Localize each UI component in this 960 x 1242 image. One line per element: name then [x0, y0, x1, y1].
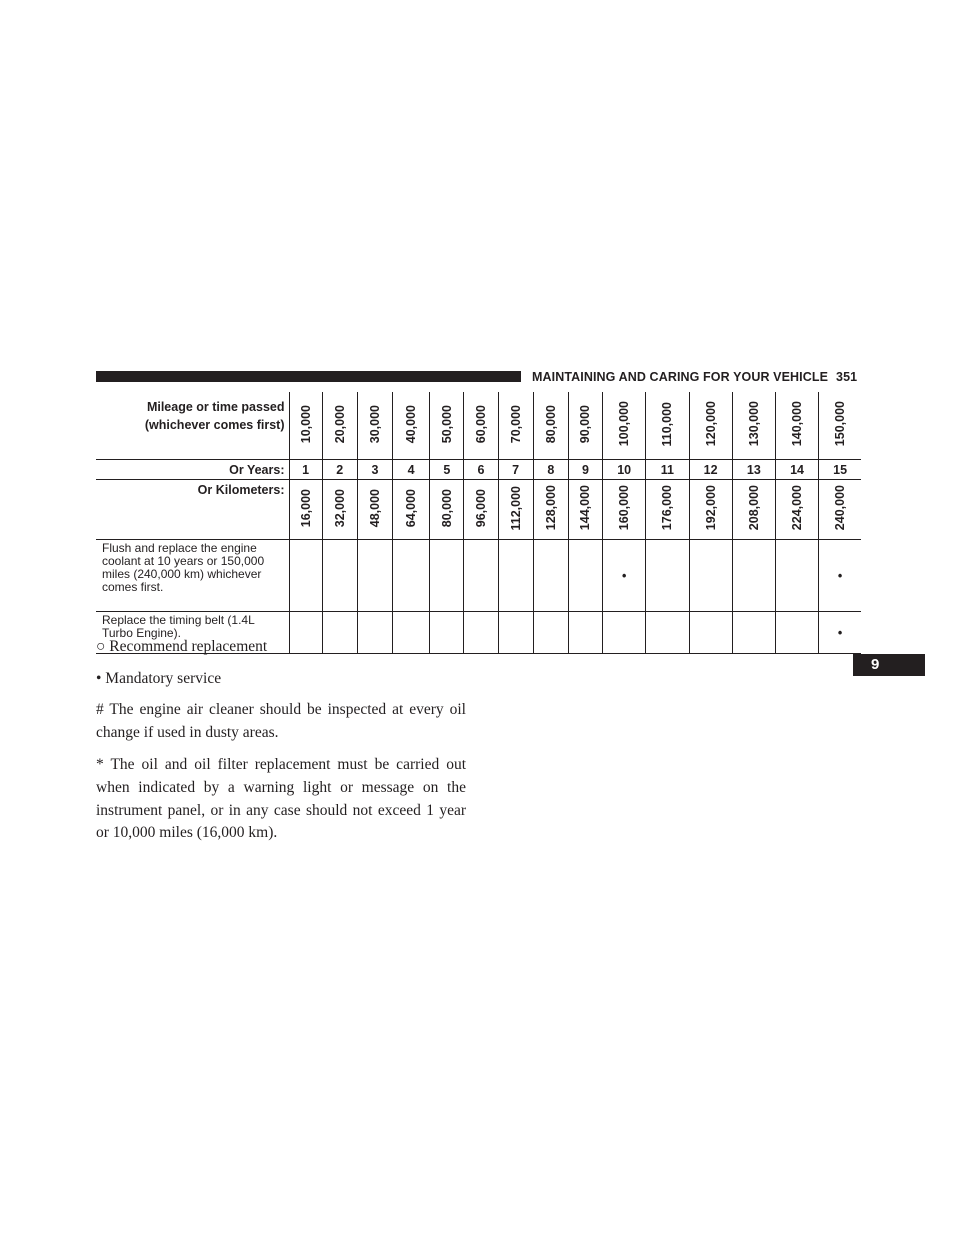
years-value: 9	[568, 460, 602, 480]
page-number: 351	[836, 370, 858, 384]
service-mark	[603, 612, 646, 654]
task-row-coolant	[96, 540, 861, 612]
years-value: 8	[533, 460, 568, 480]
mileage-value: 100,000	[617, 401, 632, 447]
kilometers-cell	[393, 480, 430, 540]
service-mark	[689, 540, 732, 612]
kilometers-value: 208,000	[746, 485, 761, 531]
mileage-cell	[646, 392, 689, 460]
mileage-value: 50,000	[439, 404, 454, 444]
mileage-cell	[498, 392, 533, 460]
note-air-cleaner: # The engine air cleaner should be inspected at every oil change if used in dusty areas.	[96, 701, 466, 741]
kilometers-value: 32,000	[332, 488, 347, 528]
mileage-value: 80,000	[543, 404, 558, 444]
kilometers-value: 144,000	[578, 485, 593, 531]
years-value: 1	[289, 460, 322, 480]
service-mark	[775, 612, 818, 654]
mileage-value: 40,000	[404, 404, 419, 444]
mileage-value: 30,000	[367, 404, 382, 444]
mileage-cell	[357, 392, 392, 460]
years-value: 11	[646, 460, 689, 480]
mileage-value: 60,000	[473, 404, 488, 444]
kilometers-cell	[464, 480, 498, 540]
kilometers-cell	[289, 480, 322, 540]
kilometers-cell	[498, 480, 533, 540]
kilometers-value: 80,000	[439, 488, 454, 528]
kilometers-cell	[732, 480, 775, 540]
years-value: 4	[393, 460, 430, 480]
years-value: 5	[430, 460, 464, 480]
mileage-value: 140,000	[790, 401, 805, 447]
kilometers-cell	[533, 480, 568, 540]
kilometers-cell	[646, 480, 689, 540]
kilometers-value: 176,000	[660, 485, 675, 531]
schedule-notes	[96, 636, 466, 855]
service-mark	[322, 540, 357, 612]
service-mark	[533, 540, 568, 612]
kilometers-label: Or Kilometers:	[96, 480, 289, 540]
mileage-sublabel: (whichever comes first)	[144, 418, 285, 432]
service-mark	[646, 540, 689, 612]
kilometers-cell	[603, 480, 646, 540]
mileage-value: 70,000	[508, 404, 523, 444]
page-header	[532, 369, 857, 385]
kilometers-row	[96, 480, 861, 540]
service-mark	[732, 540, 775, 612]
mileage-cell	[689, 392, 732, 460]
mileage-value: 130,000	[746, 401, 761, 447]
mileage-header-cell	[96, 392, 289, 460]
years-value: 3	[357, 460, 392, 480]
kilometers-cell	[430, 480, 464, 540]
mileage-value: 120,000	[703, 401, 718, 447]
service-mark	[732, 612, 775, 654]
mileage-row	[96, 392, 861, 460]
years-value: 2	[322, 460, 357, 480]
years-value: 14	[775, 460, 818, 480]
mileage-cell	[322, 392, 357, 460]
service-mark	[498, 540, 533, 612]
mileage-value: 20,000	[332, 404, 347, 444]
kilometers-cell	[819, 480, 861, 540]
mileage-cell	[819, 392, 861, 460]
mileage-cell	[464, 392, 498, 460]
kilometers-value: 112,000	[508, 485, 523, 531]
kilometers-value: 96,000	[473, 488, 488, 528]
service-mark	[289, 540, 322, 612]
mileage-cell	[775, 392, 818, 460]
years-value: 15	[819, 460, 861, 480]
service-mark	[775, 540, 818, 612]
service-mark	[498, 612, 533, 654]
service-mark	[430, 540, 464, 612]
service-mark	[568, 612, 602, 654]
service-mark: •	[603, 540, 646, 612]
mileage-cell	[568, 392, 602, 460]
mileage-cell	[603, 392, 646, 460]
mileage-cell	[533, 392, 568, 460]
years-value: 7	[498, 460, 533, 480]
legend-recommend: ○ Recommend replacement	[96, 638, 268, 655]
service-mark: •	[819, 540, 861, 612]
mileage-label: Mileage or time passed	[146, 400, 285, 414]
service-mark	[464, 540, 498, 612]
task-label-coolant: Flush and replace the engine coolant at 10 years or 150,000 miles (240,000 km) whichever comes first.	[96, 540, 289, 612]
note-oil-filter: * The oil and oil filter replacement must be carried out when indicated by a warning light or message on the instrument panel, or in any case should not exceed 1 year or 10,000 miles (16,000 km).	[96, 756, 466, 842]
kilometers-value: 48,000	[367, 488, 382, 528]
kilometers-value: 240,000	[833, 485, 848, 531]
chapter-number: 9	[871, 656, 880, 673]
mileage-value: 150,000	[833, 401, 848, 447]
kilometers-cell	[689, 480, 732, 540]
task-label-timing-belt: Replace the timing belt (1.4L Turbo Engine).	[96, 612, 289, 654]
years-value: 10	[603, 460, 646, 480]
header-rule	[96, 371, 521, 382]
chapter-tab	[853, 654, 925, 676]
kilometers-value: 128,000	[543, 485, 558, 531]
mileage-cell	[393, 392, 430, 460]
maintenance-schedule-table	[96, 392, 861, 654]
mileage-cell	[289, 392, 322, 460]
service-mark	[646, 612, 689, 654]
kilometers-value: 16,000	[298, 488, 313, 528]
mileage-cell	[732, 392, 775, 460]
service-mark	[393, 540, 430, 612]
service-mark	[533, 612, 568, 654]
service-mark	[689, 612, 732, 654]
years-row	[96, 460, 861, 480]
kilometers-value: 192,000	[703, 485, 718, 531]
kilometers-cell	[775, 480, 818, 540]
service-mark	[357, 540, 392, 612]
legend-mandatory: • Mandatory service	[96, 669, 222, 687]
kilometers-cell	[568, 480, 602, 540]
section-title: MAINTAINING AND CARING FOR YOUR VEHICLE	[532, 370, 829, 384]
kilometers-cell	[322, 480, 357, 540]
service-mark: •	[819, 612, 861, 654]
mileage-value: 90,000	[578, 404, 593, 444]
years-value: 12	[689, 460, 732, 480]
service-mark	[464, 612, 498, 654]
mileage-value: 10,000	[298, 404, 313, 444]
mileage-cell	[430, 392, 464, 460]
kilometers-cell	[357, 480, 392, 540]
kilometers-value: 64,000	[404, 488, 419, 528]
years-label: Or Years:	[96, 460, 289, 480]
years-value: 13	[732, 460, 775, 480]
years-value: 6	[464, 460, 498, 480]
service-mark	[568, 540, 602, 612]
kilometers-value: 224,000	[790, 485, 805, 531]
mileage-value: 110,000	[660, 401, 675, 447]
kilometers-value: 160,000	[617, 485, 632, 531]
